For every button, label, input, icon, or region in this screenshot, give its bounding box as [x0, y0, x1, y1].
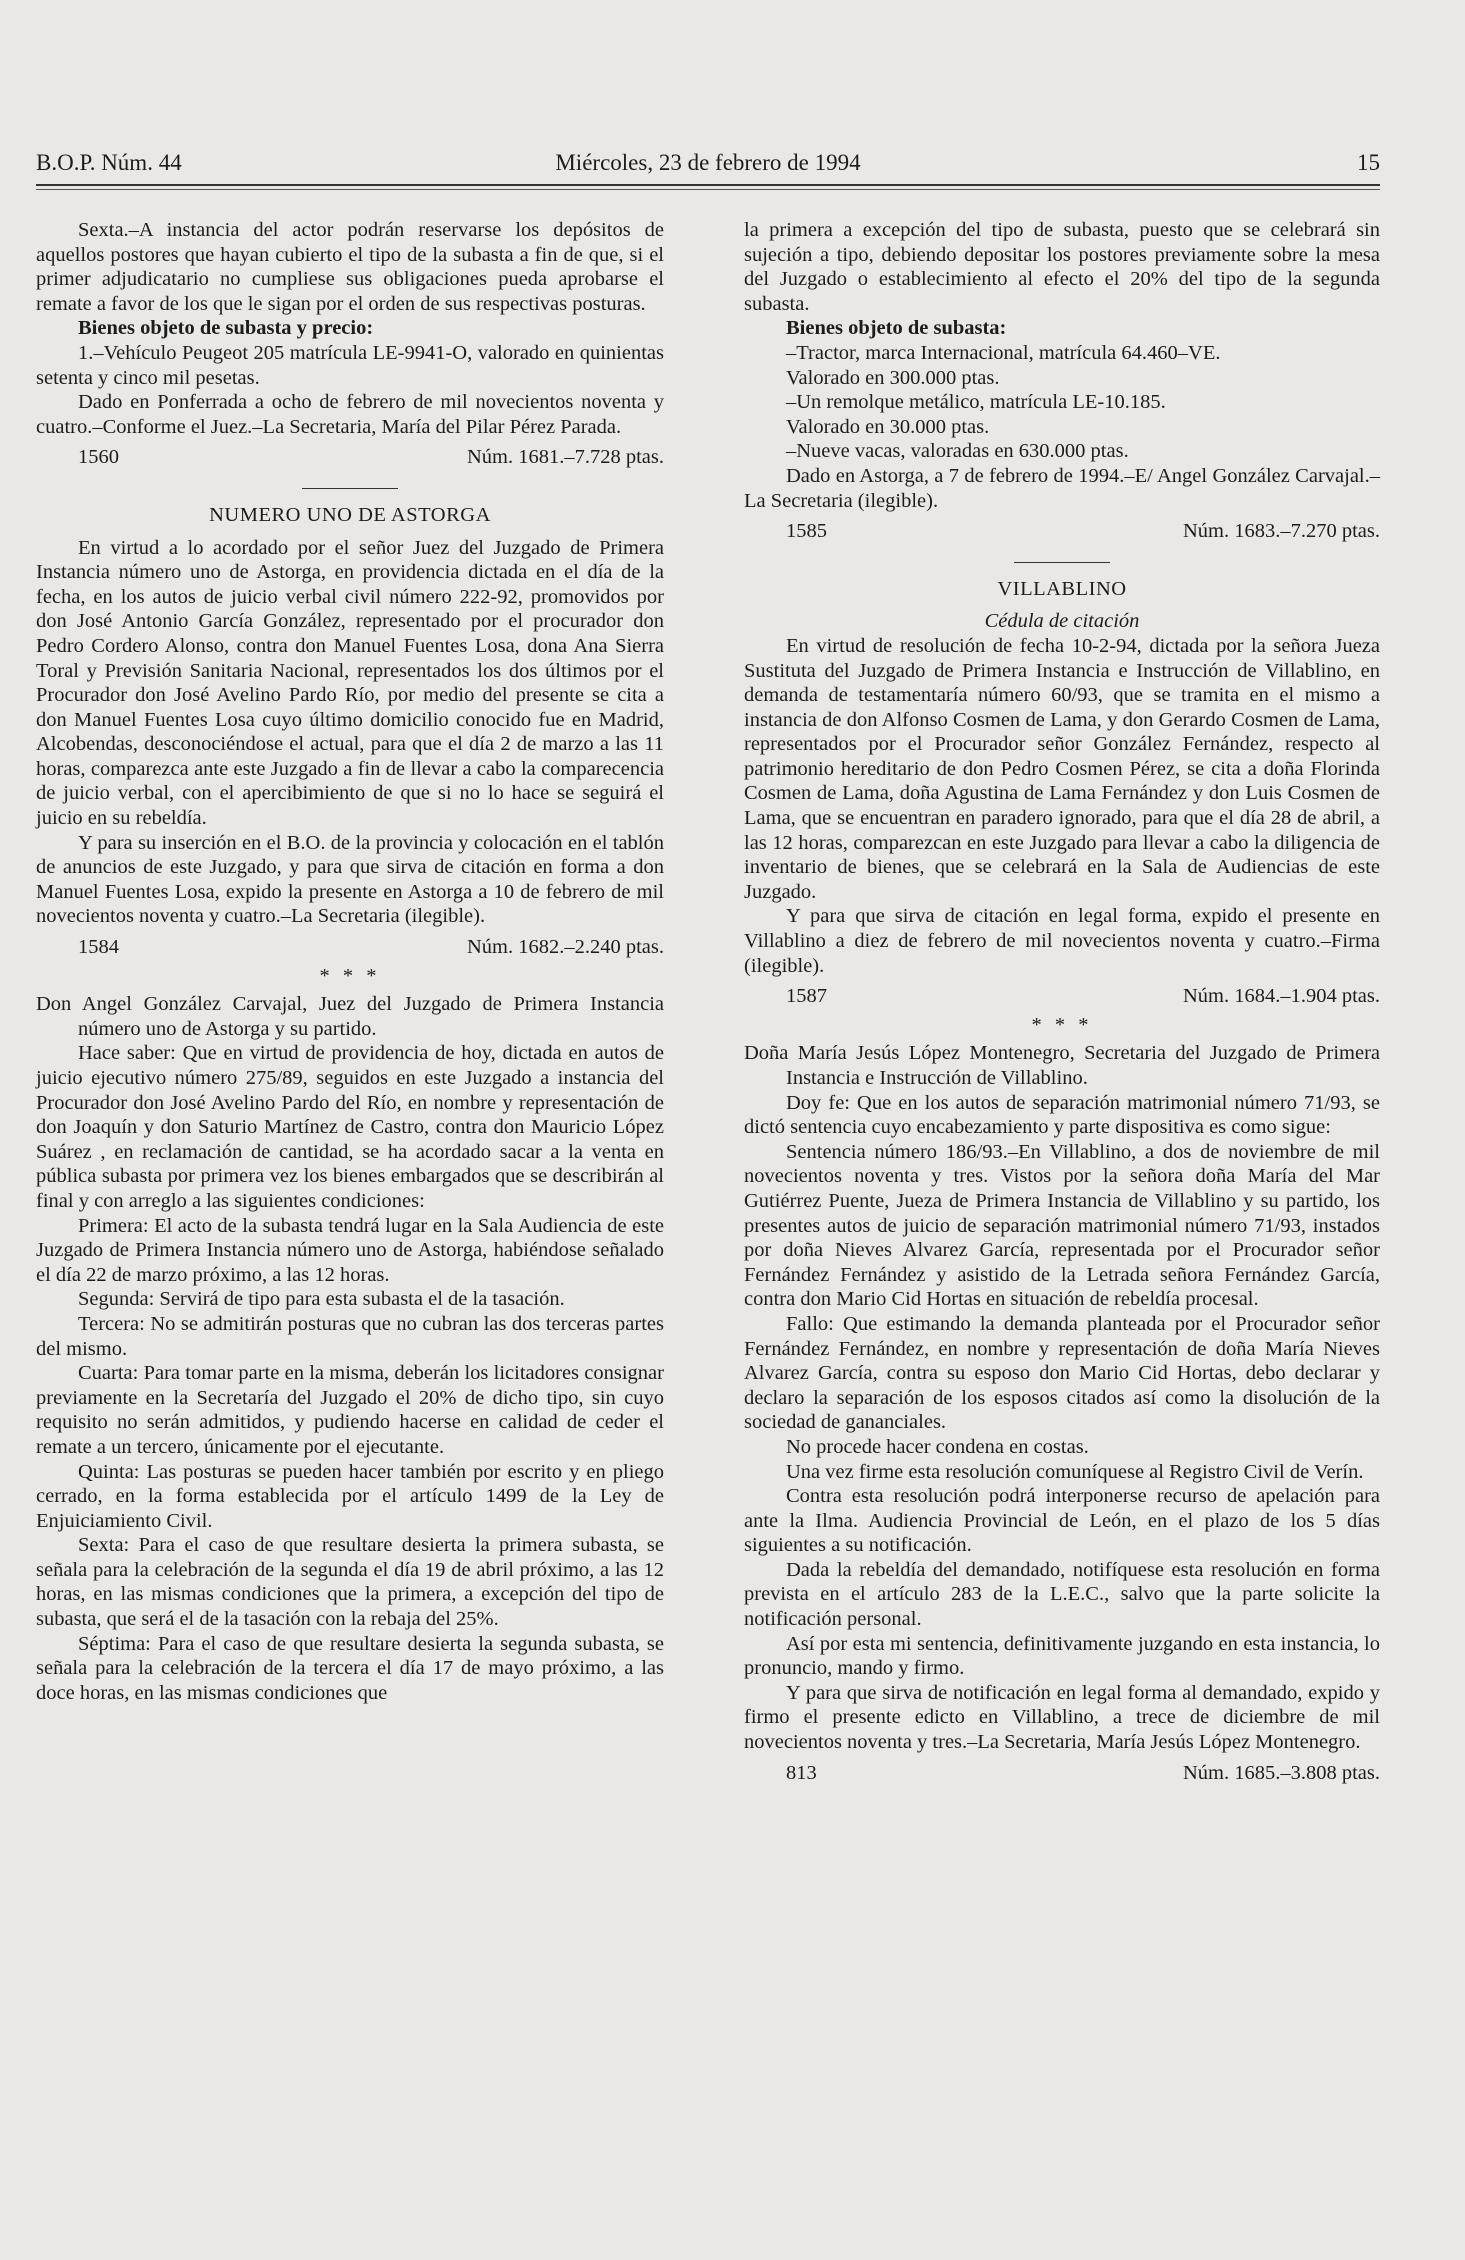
- paragraph: Cuarta: Para tomar parte en la misma, deberán los licitadores consignar previamente en la Secretaría del Juzgado el 20% de dicho tipo, sin cuyo requisito no serán admitidos, y pudiendo hacerse en calidad de ceder el remate a un tercero, únicamente por el ejecutante.: [36, 1362, 664, 1458]
- paragraph: Contra esta resolución podrá interponerse recurso de apelación para ante la Ilma. Audiencia Provincial de León, en el plazo de los 5 días siguientes a su notificación.: [744, 1485, 1380, 1557]
- notice-reference: [744, 984, 1380, 1009]
- paragraph: Quinta: Las posturas se pueden hacer también por escrito y en pliego cerrado, en la forma establecida por el artículo 1499 de la Ley de Enjuiciamiento Civil.: [36, 1460, 664, 1532]
- paragraph: Una vez firme esta resolución comuníquese al Registro Civil de Verín.: [786, 1460, 1364, 1483]
- paragraph: Doña María Jesús López Montenegro, Secretaria del Juzgado de Primera Instancia e Instrucción de Villablino.: [744, 1042, 1380, 1089]
- paragraph: Y para que sirva de citación en legal forma, expido el presente en Villablino a diez de febrero de mil novecientos noventa y cuatro.–Firma (ilegible).: [744, 905, 1380, 977]
- paragraph: Dado en Astorga, a 7 de febrero de 1994.–E/ Angel González Carvajal.–La Secretaria (ilegible).: [744, 464, 1380, 512]
- paragraph: Hace saber: Que en virtud de providencia de hoy, dictada en autos de juicio ejecutivo número 275/89, seguidos en este Juzgado a instancia del Procurador don José Avelino Pardo del Río, en nombre y representación de don Joaquín y don Saturio Martínez de Castro, contra don Mauricio López Suárez , en reclamación de cantidad, se ha acordado sacar a la venta en pública subasta por primera vez los bienes embargados que se describirán al final y con arreglo a las siguientes condiciones:: [36, 1042, 664, 1212]
- section-label: Bienes objeto de subasta:: [786, 317, 1007, 340]
- paragraph: Tercera: No se admitirán posturas que no cubran las dos terceras partes del mismo.: [36, 1312, 664, 1360]
- paragraph: Así por esta mi sentencia, definitivamente juzgando en esta instancia, lo pronuncio, mando y firmo.: [744, 1632, 1380, 1680]
- notice-number: 1584: [78, 936, 119, 959]
- paragraph: Dado en Ponferrada a ocho de febrero de mil novecientos noventa y cuatro.–Conforme el Juez.–La Secretaria, María del Pilar Pérez Parada.: [36, 391, 664, 438]
- paragraph: Y para su inserción en el B.O. de la provincia y colocación en el tablón de anuncios de este Juzgado, y para que sirva de citación en forma a don Manuel Fuentes Losa, expido la presente en Astorga a 10 de febrero de mil novecientos noventa y cuatro.–La Secretaria (ilegible).: [36, 831, 664, 928]
- paragraph: la primera a excepción del tipo de subasta, puesto que se celebrará sin sujeción a tipo, debiendo depositar los postores previamente sobre la mesa del Juzgado o establecimiento al efecto el 20% del tipo de la segunda subasta.: [744, 219, 1380, 315]
- paragraph: Dada la rebeldía del demandado, notifíquese esta resolución en forma prevista en el artículo 283 de la L.E.C., salvo que la parte solicite la notificación personal.: [744, 1558, 1380, 1631]
- list-item: –Un remolque metálico, matrícula LE-10.185.: [786, 391, 1166, 414]
- header-rule-thin: [36, 189, 1380, 190]
- list-item: Valorado en 30.000 ptas.: [786, 415, 990, 438]
- section-subheading: Cédula de citación: [984, 610, 1140, 633]
- paragraph: Séptima: Para el caso de que resultare desierta la segunda subasta, se señala para la celebración de la tercera el día 17 de mayo próximo, a las doce horas, en las mismas condiciones que: [36, 1632, 664, 1704]
- paragraph: Sentencia número 186/93.–En Villablino, a dos de noviembre de mil novecientos noventa y tres. Vistos por la señora doña María del Mar Gutiérrez Puente, Jueza de Primera Instancia de Villablino y su partido, los presentes autos de juicio de separación matrimonial número 71/93, instados por doña Nieves Alvarez García, representada por el Procurador señor Fernández Fernández y asistido de la Letrada señora Fernández García, contra don Mario Cid Hortas en situación de rebeldía procesal.: [744, 1140, 1380, 1311]
- notice-reference: [36, 935, 664, 960]
- right-column: [744, 218, 1380, 1785]
- paragraph: Doy fe: Que en los autos de separación matrimonial número 71/93, se dictó sentencia cuyo encabezamiento y parte dispositiva es como sigue:: [744, 1091, 1380, 1139]
- list-item: –Nueve vacas, valoradas en 630.000 ptas.: [786, 440, 1129, 463]
- notice-reference: [744, 519, 1380, 544]
- header-rule: [36, 184, 1380, 186]
- notice-reference: [744, 1761, 1380, 1786]
- notice-number: 1587: [786, 985, 827, 1008]
- list-item: –Tractor, marca Internacional, matrícula 64.460–VE.: [786, 341, 1221, 364]
- paragraph: En virtud a lo acordado por el señor Juez del Juzgado de Primera Instancia número uno de Astorga, en providencia dictada en el día de la fecha, en los autos de juicio verbal civil número 222-92, promovidos por don José Antonio García González, representado por el procurador don Pedro Cordero Alonso, contra don Manuel Fuentes Losa, dona Ana Sierra Toral y Previsión Sanitaria Nacional, representados los dos últimos por el Procurador don José Avelino Pardo Río, por medio del presente se cita a don Manuel Fuentes Losa cuyo último domicilio conocido fue en Madrid, Alcobendas, desconociéndose el actual, para que el día 2 de marzo a las 11 horas, comparezca ante este Juzgado a fin de llevar a cabo la comparecencia de juicio verbal, con el apercibimiento de que si no lo hace se seguirá el juicio en su rebeldía.: [36, 536, 664, 830]
- section-heading: VILLABLINO: [997, 577, 1127, 600]
- page-number: 15: [1357, 150, 1380, 175]
- bulletin-number: B.O.P. Núm. 44: [36, 150, 182, 175]
- paragraph: Segunda: Servirá de tipo para esta subasta el de la tasación.: [78, 1288, 565, 1311]
- section-divider: [302, 488, 398, 489]
- section-heading: NUMERO UNO DE ASTORGA: [209, 503, 491, 526]
- paragraph: No procede hacer condena en costas.: [786, 1435, 1089, 1458]
- section-divider: [1014, 562, 1110, 563]
- paragraph: Don Angel González Carvajal, Juez del Juzgado de Primera Instancia número uno de Astorga y su partido.: [36, 993, 664, 1040]
- notice-number: 813: [786, 1761, 817, 1784]
- list-item: Valorado en 300.000 ptas.: [786, 366, 1000, 389]
- notice-amount: Núm. 1684.–1.904 ptas.: [1182, 985, 1380, 1008]
- paragraph: Sexta: Para el caso de que resultare desierta la primera subasta, se señala para la celebración de la segunda el día 19 de abril próximo, a las 12 horas, en las mismas condiciones que la primera, a excepción del tipo de subasta, que será el de la tasación con la rebaja del 25%.: [36, 1534, 664, 1631]
- separator-stars: * * *: [1031, 1013, 1093, 1036]
- page-header: [36, 148, 1380, 188]
- paragraph: Fallo: Que estimando la demanda planteada por el Procurador señor Fernández Fernández, en nombre y representación de doña María Nieves Alvarez García, contra su esposo don Mario Cid Hortas, debo declarar y declaro la separación de los esposos citados así como la disolución de la sociedad de gananciales.: [744, 1312, 1380, 1434]
- paragraph: Sexta.–A instancia del actor podrán reservarse los depósitos de aquellos postores que hayan cubierto el tipo de la subasta a fin de que, si el primer adjudicatario no cumpliese sus obligaciones pueda aprobarse el remate a favor de los que le sigan por el orden de sus respectivas posturas.: [36, 219, 664, 315]
- notice-amount: Núm. 1682.–2.240 ptas.: [466, 936, 664, 959]
- notice-reference: [36, 445, 664, 470]
- separator-stars: * * *: [319, 964, 381, 987]
- paragraph: 1.–Vehículo Peugeot 205 matrícula LE-9941-O, valorado en quinientas setenta y cinco mil pesetas.: [36, 341, 664, 389]
- paragraph: Y para que sirva de notificación en legal forma al demandado, expido y firmo el presente edicto en Villablino, a trece de diciembre de mil novecientos noventa y tres.–La Secretaria, María Jesús López Montenegro.: [744, 1681, 1380, 1754]
- section-label: Bienes objeto de subasta y precio:: [78, 317, 374, 340]
- issue-date: Miércoles, 23 de febrero de 1994: [555, 150, 861, 175]
- left-column: [36, 218, 664, 1705]
- notice-amount: Núm. 1681.–7.728 ptas.: [466, 446, 664, 469]
- notice-number: 1560: [78, 446, 119, 469]
- notice-amount: Núm. 1685.–3.808 ptas.: [1182, 1761, 1380, 1784]
- paragraph: Primera: El acto de la subasta tendrá lugar en la Sala Audiencia de este Juzgado de Primera Instancia número uno de Astorga, habiéndose señalado el día 22 de marzo próximo, a las 12 horas.: [36, 1214, 664, 1286]
- notice-amount: Núm. 1683.–7.270 ptas.: [1182, 520, 1380, 543]
- notice-number: 1585: [786, 520, 827, 543]
- paragraph: En virtud de resolución de fecha 10-2-94, dictada por la señora Jueza Sustituta del Juzgado de Primera Instancia e Instrucción de Villablino, en demanda de testamentaría número 60/93, que se tramita en el mismo a instancia de don Alfonso Cosmen de Lama, y don Gerardo Cosmen de Lama, representados por el Procurador señor González Fernández, respecto al patrimonio hereditario de don Pedro Cosmen Pérez, se cita a doña Florinda Cosmen de Lama, doña Agustina de Lama Fernández y don Luis Cosmen de Lama, que se encuentran en paradero ignorado, para que el día 28 de abril, a las 12 horas, comparezcan en este Juzgado para llevar a cabo la diligencia de inventario de bienes, que se celebrará en la Sala de Audiencias de este Juzgado.: [744, 634, 1380, 903]
